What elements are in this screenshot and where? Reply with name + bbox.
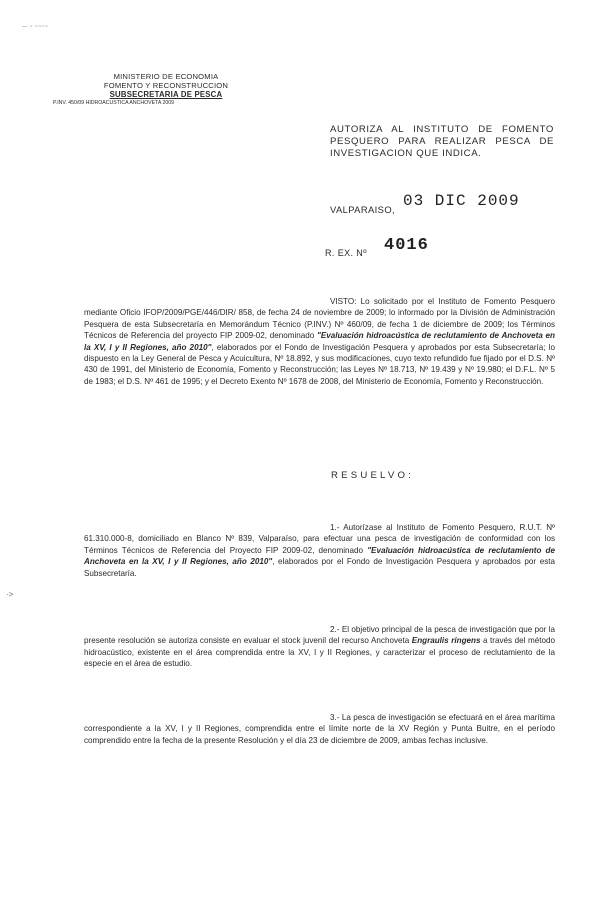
resolution-number: 4016 bbox=[384, 236, 429, 255]
subsecretariat-name: SUBSECRETARIA DE PESCA bbox=[109, 90, 223, 99]
ministry-name: MINISTERIO DE ECONOMIA bbox=[113, 72, 219, 81]
internal-reference: P.INV. 450/09 HIDROACUSTICA ANCHOVETA 2009 bbox=[53, 100, 174, 106]
resuelvo-heading: RESUELVO: bbox=[331, 470, 415, 481]
visto-tail: , elaborados por el Fondo de Investigación Pesquera y aprobados por esta Subsecretaría; lo dispuesto en la Ley General de Pesca y Acuicultura, Nº 18.892, y sus modificaciones, cuyo texto refundido fue fijado por el D.S. Nº 430 de 1991, del Ministerio de Economía, Fomento y Reconstrucción; las Leyes Nº 18.713, Nº 19.439 y Nº 19.980; el D.F.L. Nº 5 de 1983; el D.S. Nº 461 de 1995; y el Decreto Exento Nº 1678 de 2008, del Ministerio de Economía, Fomento y Reconstrucción. bbox=[84, 342, 555, 386]
item-2-species: Engraulis ringens bbox=[411, 636, 481, 646]
margin-mark: ·> bbox=[6, 590, 14, 599]
resolution-item-3 bbox=[84, 712, 555, 746]
visto-lead: VISTO: Lo solicitado por el Instituto de Fomento Pesquero mediante Oficio IFOP/2009/PGE/446/DIR/ 858, de fecha 24 de noviembre de 2009; lo informado por la División de Administración Pesquera de esta Subsecretaría en Memorándum Técnico (P.INV.) Nº 460/09, de fecha 1 de diciembre de 2009; los Términos Técnicos de Referencia del proyecto FIP 2009-02, denominado bbox=[84, 297, 555, 341]
item-3-text: 3.- La pesca de investigación se efectuará en el área marítima correspondiente a la XV, I y II Regiones, comprendida entre el límite norte de la XV Región y Punta Buitre, en el período comprendido entre la fecha de la presente Resolución y el día 23 de diciembre de 2009, ambas fechas inclusive. bbox=[84, 713, 555, 745]
resolution-label: R. EX. Nº bbox=[325, 248, 367, 258]
scan-mark: — ~ ~~~~ bbox=[22, 24, 49, 30]
item-2-lead: 2.- El objetivo principal de la pesca de investigación que por la presente resolución se autoriza consiste en evaluar el stock juvenil del recurso Anchoveta bbox=[84, 625, 555, 646]
place-label: VALPARAISO, bbox=[330, 204, 396, 215]
document-title: AUTORIZA AL INSTITUTO DE FOMENTO PESQUERO PARA REALIZAR PESCA DE INVESTIGACION QUE INDICA. bbox=[330, 124, 554, 159]
item-1-lead: 1.- Autorízase al Instituto de Fomento Pesquero, R.U.T. Nº 61.310.000-8, domiciliado en Blanco Nº 839, Valparaíso, para efectuar una pesca de investigación de conformidad con los Términos Técnicos de Referencia del Proyecto FIP 2009-02, denominado bbox=[84, 523, 555, 555]
department-name: FOMENTO Y RECONSTRUCCION bbox=[103, 81, 229, 90]
item-1-project-name: "Evaluación hidroacústica de reclutamiento de Anchoveta en la XV, I y II Regiones, año 2010" bbox=[84, 545, 556, 567]
item-1-tail: , elaborados por el Fondo de Investigación Pesquera y aprobados por esta Subsecretaría. bbox=[84, 557, 555, 578]
visto-project-name: "Evaluación hidroacústica de reclutamiento de Anchoveta en la XV, I y II Regiones, año 2010" bbox=[84, 331, 555, 352]
resolution-item-1 bbox=[84, 522, 555, 579]
item-2-tail: a través del método hidroacústico, existente en el área comprendida entre la XV, I y II Regiones, y caracterizar el proceso de reclutamiento de la especie en el área de estudio. bbox=[84, 636, 555, 669]
letterhead bbox=[53, 72, 266, 107]
visto-paragraph bbox=[84, 296, 555, 387]
resolution-item-2 bbox=[84, 624, 555, 670]
date-stamp: 03 DIC 2009 bbox=[403, 192, 520, 210]
